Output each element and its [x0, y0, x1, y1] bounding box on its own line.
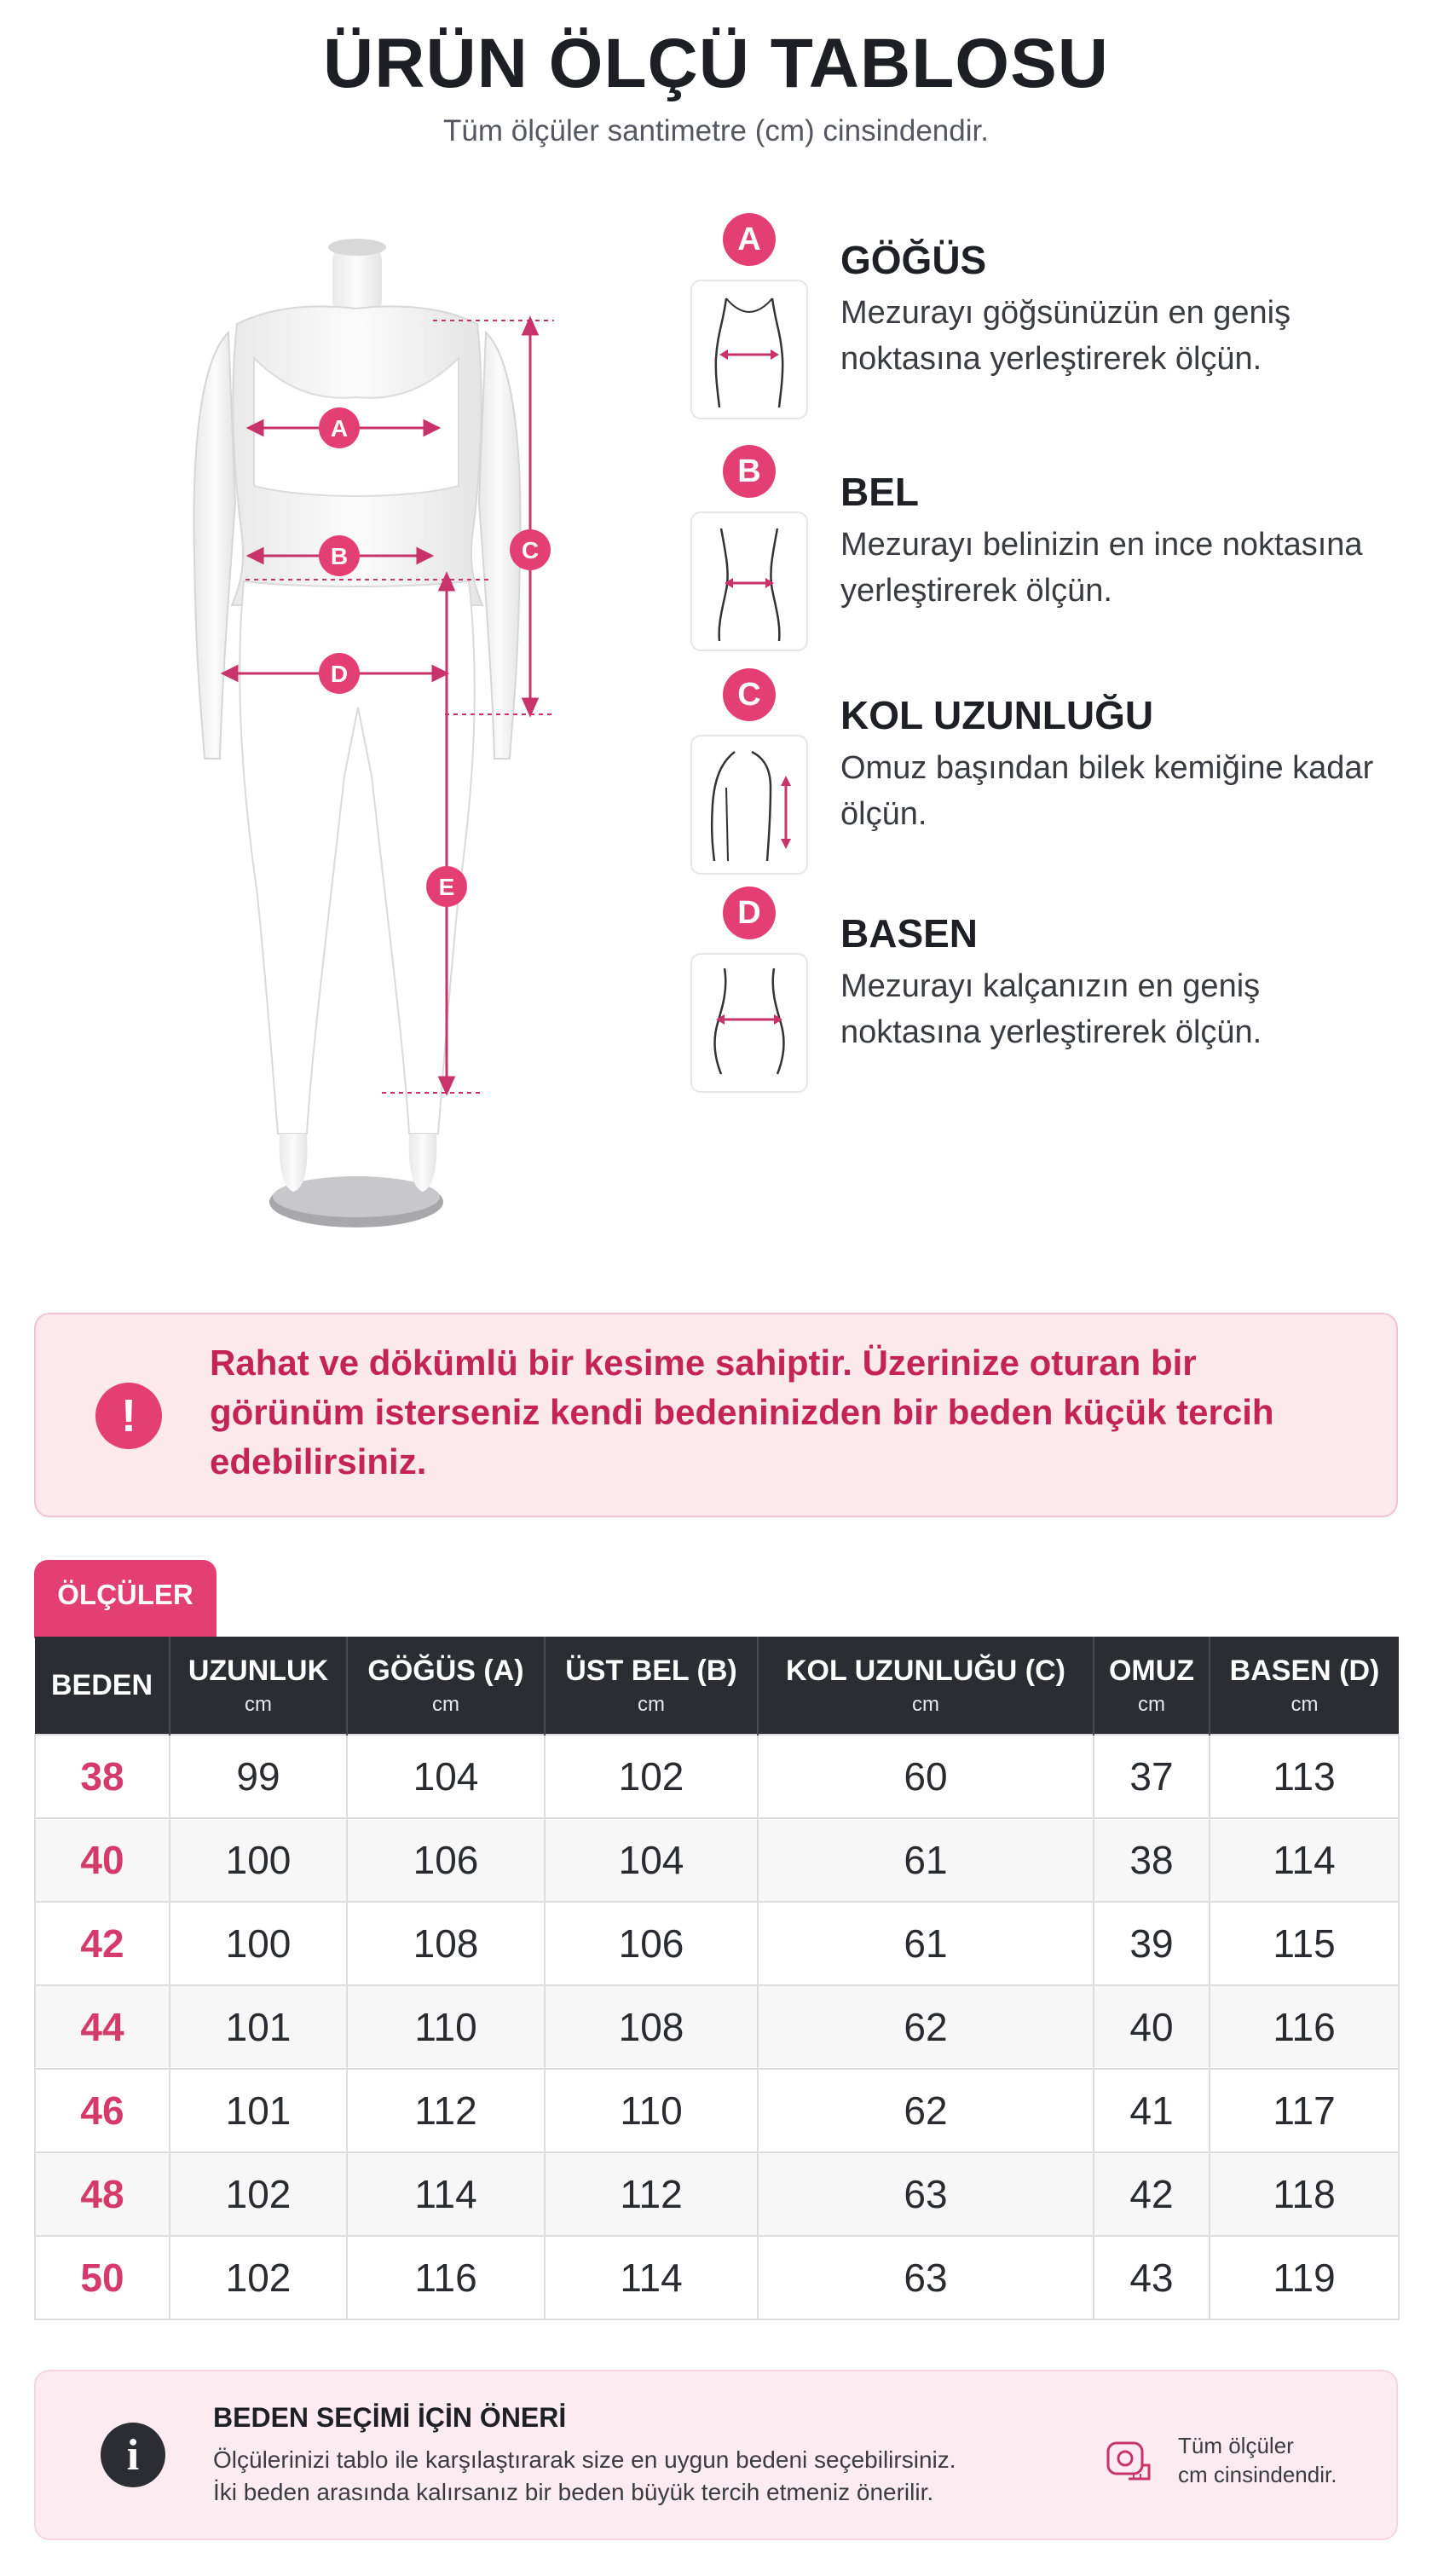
- marker-e-label: E: [438, 874, 455, 900]
- marker-a-label: A: [330, 415, 349, 442]
- page-title: ÜRÜN ÖLÇÜ TABLOSU: [323, 25, 1109, 102]
- measure-desc-chest: Mezurayı göğsünüzün en geniş noktasına yerleştirerek ölçün.: [840, 295, 1291, 377]
- table-cell: 108: [545, 1985, 758, 2069]
- size-table: [34, 1637, 1400, 2320]
- size-cell: 50: [35, 2236, 170, 2319]
- waist-icon: [690, 511, 808, 651]
- measure-title-hip: BASEN: [840, 911, 979, 956]
- hip-icon: [690, 953, 808, 1093]
- info-icon: i: [101, 2423, 165, 2487]
- column-header: BASEN (D) cm: [1210, 1637, 1399, 1735]
- measure-item-chest: [690, 213, 1398, 418]
- unit-note: [1178, 2431, 1337, 2489]
- measure-item-hip: [690, 887, 1398, 1091]
- table-cell: 40: [1094, 1985, 1210, 2069]
- mannequin-figure: [101, 230, 578, 1245]
- table-header-row: [35, 1637, 1399, 1735]
- table-cell: 110: [347, 1985, 545, 2069]
- measure-title-arm-length: KOL UZUNLUĞU: [840, 693, 1154, 737]
- measure-title-chest: GÖĞÜS: [840, 238, 987, 282]
- size-advice-box: [34, 2370, 1398, 2540]
- measure-desc-hip: Mezurayı kalçanızın en geniş noktasına yerleştirerek ölçün.: [840, 968, 1262, 1050]
- table-cell: 37: [1094, 1735, 1210, 1818]
- table-cell: 43: [1094, 2236, 1210, 2319]
- column-header: UZUNLUK cm: [170, 1637, 347, 1735]
- table-row: [35, 2069, 1399, 2152]
- table-cell: 101: [170, 2069, 347, 2152]
- table-cell: 63: [758, 2152, 1094, 2236]
- arm-length-icon: [690, 735, 808, 875]
- column-header: KOL UZUNLUĞU (C) cm: [758, 1637, 1094, 1735]
- table-cell: 100: [170, 1818, 347, 1902]
- table-cell: 42: [1094, 2152, 1210, 2236]
- measure-item-arm-length: [690, 668, 1398, 873]
- table-cell: 102: [170, 2152, 347, 2236]
- fit-alert-box: [34, 1313, 1398, 1517]
- marker-c-label: C: [521, 537, 540, 563]
- table-row: [35, 2236, 1399, 2319]
- table-cell: 102: [170, 2236, 347, 2319]
- marker-b-label: B: [330, 543, 349, 569]
- table-cell: 115: [1210, 1902, 1399, 1985]
- unit-note-line-1: Tüm ölçüler: [1178, 2433, 1294, 2458]
- table-cell: 110: [545, 2069, 758, 2152]
- table-cell: 60: [758, 1735, 1094, 1818]
- badge-b: B: [723, 445, 776, 498]
- table-cell: 106: [347, 1818, 545, 1902]
- table-cell: 114: [347, 2152, 545, 2236]
- marker-d-label: D: [330, 661, 349, 687]
- unit-note-line-2: cm cinsindendir.: [1178, 2462, 1337, 2487]
- table-cell: 106: [545, 1902, 758, 1985]
- size-cell: 48: [35, 2152, 170, 2236]
- badge-a: A: [723, 213, 776, 266]
- size-cell: 38: [35, 1735, 170, 1818]
- size-cell: 46: [35, 2069, 170, 2152]
- fit-alert-text: Rahat ve dökümlü bir kesime sahiptir. Üzerinize oturan bir görünüm isterseniz kendi bedeninizden bir beden küçük tercih edebilirsiniz.: [210, 1343, 1274, 1481]
- table-cell: 61: [758, 1818, 1094, 1902]
- measure-item-waist: [690, 445, 1398, 650]
- table-row: [35, 1985, 1399, 2069]
- column-header: OMUZ cm: [1094, 1637, 1210, 1735]
- column-header: ÜST BEL (B) cm: [545, 1637, 758, 1735]
- table-cell: 62: [758, 1985, 1094, 2069]
- table-cell: 38: [1094, 1818, 1210, 1902]
- advice-line-2: İki beden arasında kalırsanız bir beden büyük tercih etmeniz önerilir.: [213, 2479, 934, 2505]
- table-cell: 100: [170, 1902, 347, 1985]
- advice-line-1: Ölçülerinizi tablo ile karşılaştırarak size en uygun bedeni seçebilirsiniz.: [213, 2446, 956, 2473]
- table-cell: 101: [170, 1985, 347, 2069]
- badge-d: D: [723, 887, 776, 939]
- table-cell: 112: [545, 2152, 758, 2236]
- table-cell: 108: [347, 1902, 545, 1985]
- table-cell: 117: [1210, 2069, 1399, 2152]
- table-cell: 114: [1210, 1818, 1399, 1902]
- size-cell: 40: [35, 1818, 170, 1902]
- size-cell: 42: [35, 1902, 170, 1985]
- column-header: GÖĞÜS (A) cm: [347, 1637, 545, 1735]
- table-cell: 104: [347, 1735, 545, 1818]
- badge-c: C: [723, 668, 776, 721]
- table-cell: 118: [1210, 2152, 1399, 2236]
- table-cell: 112: [347, 2069, 545, 2152]
- exclamation-icon: !: [95, 1383, 162, 1449]
- chest-icon: [690, 280, 808, 419]
- table-cell: 114: [545, 2236, 758, 2319]
- table-cell: 62: [758, 2069, 1094, 2152]
- table-row: [35, 2152, 1399, 2236]
- table-row: [35, 1818, 1399, 1902]
- table-cell: 61: [758, 1902, 1094, 1985]
- measure-desc-arm-length: Omuz başından bilek kemiğine kadar ölçün.: [840, 750, 1374, 832]
- table-cell: 99: [170, 1735, 347, 1818]
- table-cell: 41: [1094, 2069, 1210, 2152]
- page-subtitle: Tüm ölçüler santimetre (cm) cinsindendir.: [443, 114, 989, 147]
- table-cell: 113: [1210, 1735, 1399, 1818]
- size-cell: 44: [35, 1985, 170, 2069]
- measuring-tape-icon: [1103, 2434, 1152, 2484]
- table-row: [35, 1902, 1399, 1985]
- table-cell: 116: [1210, 1985, 1399, 2069]
- table-cell: 63: [758, 2236, 1094, 2319]
- table-row: [35, 1735, 1399, 1818]
- table-cell: 116: [347, 2236, 545, 2319]
- column-header: BEDEN: [35, 1637, 170, 1735]
- table-cell: 119: [1210, 2236, 1399, 2319]
- mannequin-illustration: [101, 230, 578, 1245]
- advice-title: BEDEN SEÇİMİ İÇİN ÖNERİ: [213, 2402, 567, 2433]
- measure-title-waist: BEL: [840, 470, 919, 514]
- table-cell: 39: [1094, 1902, 1210, 1985]
- table-tab-label: ÖLÇÜLER: [34, 1560, 217, 1638]
- measure-desc-waist: Mezurayı belinizin en ince noktasına yerleştirerek ölçün.: [840, 527, 1363, 609]
- table-cell: 102: [545, 1735, 758, 1818]
- table-cell: 104: [545, 1818, 758, 1902]
